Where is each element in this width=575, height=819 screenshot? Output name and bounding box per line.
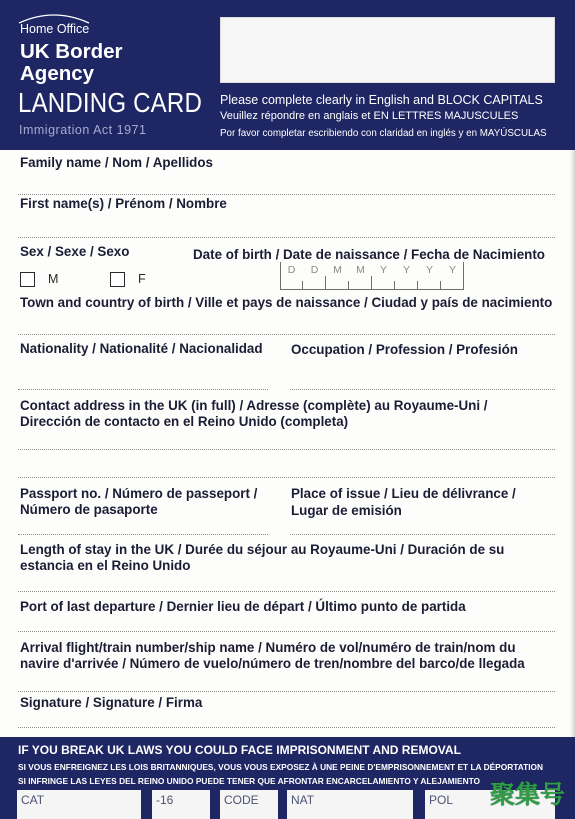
- warning-english: IF YOU BREAK UK LAWS YOU COULD FACE IMPRISONMENT AND REMOVAL: [18, 743, 461, 757]
- warning-french: SI VOUS ENFREIGNEZ LES LOIS BRITANNIQUES, VOUS VOUS EXPOSEZ À UNE PEINE D'EMPRISONNEMENT ET LA DÉPORTATION: [18, 762, 544, 772]
- official-box-16-label: -16: [156, 793, 174, 807]
- port-of-departure-label: Port of last departure / Dernier lieu de départ / Último punto de partida: [20, 599, 466, 614]
- length-of-stay-input[interactable]: [18, 572, 555, 592]
- instructions-english: Please complete clearly in English and BLOCK CAPITALS: [220, 93, 543, 107]
- watermark: 聚集号: [490, 780, 566, 809]
- legal-basis: Immigration Act 1971: [19, 123, 147, 137]
- family-name-label: Family name / Nom / Apellidos: [20, 155, 213, 170]
- port-of-departure-input[interactable]: [18, 612, 555, 632]
- contact-address-label-line1: Contact address in the UK (in full) / Adresse (complète) au Royaume-Uni /: [20, 398, 488, 413]
- instructions-spanish: Por favor completar escribiendo con claridad en inglés y en MAYÚSCULAS: [220, 128, 547, 139]
- official-use-box: [220, 17, 555, 83]
- official-box-cat-label: CAT: [21, 793, 45, 807]
- length-of-stay-label-line1: Length of stay in the UK / Durée du séjour au Royaume-Uni / Duración de su: [20, 542, 505, 557]
- official-box-cat[interactable]: [17, 790, 141, 819]
- passport-number-label-line2: Número de pasaporte: [20, 502, 158, 517]
- dob-month-digit-1: M: [326, 262, 349, 289]
- sex-male-label: M: [48, 272, 59, 286]
- first-names-label: First name(s) / Prénom / Nombre: [20, 196, 227, 211]
- warning-spanish: SI INFRINGE LAS LEYES DEL REINO UNIDO PUEDE TENER QUE AFRONTAR ENCARCELAMIENTO Y ALEJAMIENTO: [18, 776, 481, 786]
- contact-address-label-line2: Dirección de contacto en el Reino Unido (completa): [20, 414, 349, 429]
- sex-male-checkbox[interactable]: [20, 272, 35, 287]
- first-names-input[interactable]: [18, 218, 555, 238]
- sex-female-checkbox[interactable]: [110, 272, 125, 287]
- nationality-input[interactable]: [18, 370, 268, 390]
- place-of-issue-input[interactable]: [290, 515, 555, 535]
- date-of-birth-label: Date of birth / Date de naissance / Fecha de Nacimiento: [193, 247, 545, 262]
- official-box-16[interactable]: [152, 790, 210, 819]
- dob-year-digit-2: Y: [395, 262, 418, 289]
- official-box-nat-label: NAT: [291, 793, 315, 807]
- contact-address-input-1[interactable]: [18, 430, 555, 450]
- sex-label: Sex / Sexe / Sexo: [20, 244, 130, 259]
- passport-number-label-line1: Passport no. / Número de passeport /: [20, 486, 258, 501]
- form-title: LANDING CARD: [18, 87, 203, 118]
- arrival-transport-label-line1: Arrival flight/train number/ship name / Numéro de vol/numéro de train/nom du: [20, 640, 516, 655]
- contact-address-input-2[interactable]: [18, 458, 555, 478]
- dob-year-digit-4: Y: [441, 262, 464, 289]
- date-of-birth-field[interactable]: [280, 262, 464, 290]
- family-name-input[interactable]: [18, 175, 555, 195]
- nationality-label: Nationality / Nationalité / Nacionalidad: [20, 341, 263, 356]
- form-body: [0, 150, 575, 737]
- dob-day-digit-1: D: [280, 262, 303, 289]
- passport-number-input[interactable]: [18, 515, 268, 535]
- page-edge-shadow: [570, 150, 575, 737]
- department-name: Home Office: [20, 22, 90, 36]
- occupation-input[interactable]: [290, 370, 555, 390]
- arrival-transport-label-line2: navire d'arrivée / Número de vuelo/número de tren/nombre del barco/de llegada: [20, 656, 525, 671]
- instructions-french: Veuillez répondre en anglais et EN LETTRES MAJUSCULES: [220, 110, 519, 122]
- agency-name-line1: UK Border: [20, 40, 123, 63]
- length-of-stay-label-line2: estancia en el Reino Unido: [20, 558, 191, 573]
- card-header: [0, 0, 575, 150]
- dob-year-digit-3: Y: [418, 262, 441, 289]
- card-footer: [0, 737, 575, 819]
- dob-year-digit-1: Y: [372, 262, 395, 289]
- place-of-issue-label-line2: Lugar de emisión: [291, 503, 402, 518]
- signature-label: Signature / Signature / Firma: [20, 695, 203, 710]
- official-box-pol-label: POL: [429, 793, 454, 807]
- dob-month-digit-2: M: [349, 262, 372, 289]
- dob-day-digit-2: D: [303, 262, 326, 289]
- agency-name-line2: Agency: [20, 62, 95, 85]
- sex-female-label: F: [138, 272, 146, 286]
- occupation-label: Occupation / Profession / Profesión: [291, 342, 518, 357]
- signature-input[interactable]: [18, 708, 555, 728]
- town-country-birth-label: Town and country of birth / Ville et pays de naissance / Ciudad y país de nacimiento: [20, 295, 553, 310]
- town-country-birth-input[interactable]: [18, 315, 555, 335]
- place-of-issue-label-line1: Place of issue / Lieu de délivrance /: [291, 486, 516, 501]
- official-box-code-label: CODE: [224, 793, 259, 807]
- official-box-nat[interactable]: [287, 790, 413, 819]
- arrival-transport-input[interactable]: [18, 672, 555, 692]
- official-box-code[interactable]: [220, 790, 278, 819]
